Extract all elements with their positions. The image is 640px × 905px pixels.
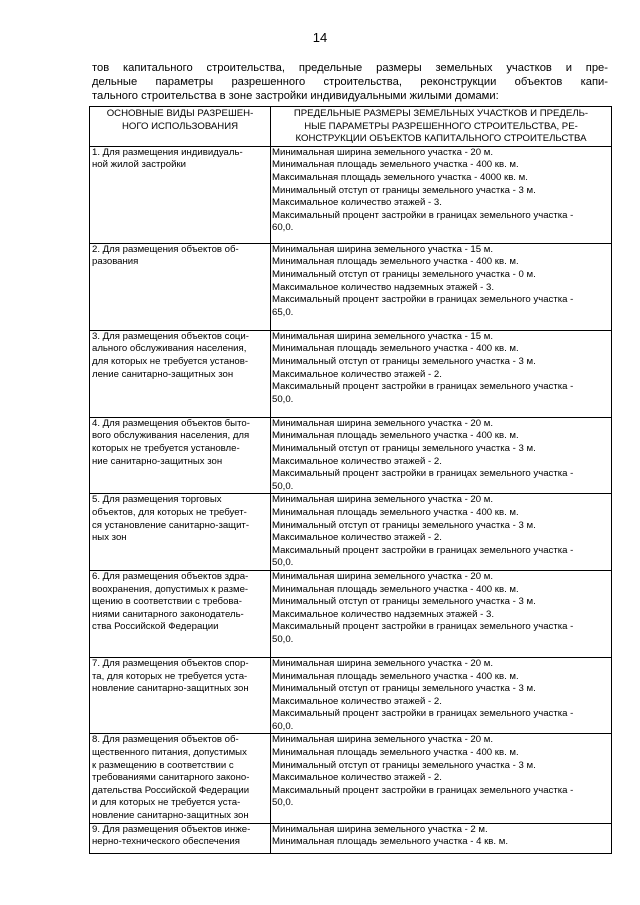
- use-type-line: 8. Для размещения объектов об-: [92, 734, 239, 746]
- table-row: [90, 146, 612, 243]
- parameter-line: 50,0.: [272, 557, 294, 569]
- parameters-cell: [271, 146, 612, 243]
- parameter-line: Максимальное количество этажей - 2.: [272, 772, 442, 784]
- parameter-line: Минимальная площадь земельного участка - 400 кв. м.: [272, 159, 519, 171]
- intro-paragraph: [92, 61, 608, 103]
- use-type-line: 1. Для размещения индивидуаль-: [92, 146, 243, 158]
- use-type-line: требованиями санитарного законо-: [92, 772, 250, 784]
- parameters-cell: [271, 330, 612, 417]
- parameter-line: 50,0.: [272, 633, 294, 645]
- parameter-line: Минимальная площадь земельного участка - 400 кв. м.: [272, 583, 519, 595]
- use-type-line: новление санитарно-защитных зон: [92, 683, 249, 695]
- use-type-line: та, для которых не требуется уста-: [92, 670, 248, 682]
- use-type-line: 4. Для размещения объектов быто-: [92, 417, 250, 429]
- header-parameters: [271, 107, 612, 147]
- parameter-line: Максимальное количество этажей - 2.: [272, 532, 442, 544]
- table-header-row: [90, 107, 612, 147]
- parameter-line: Минимальная ширина земельного участка - 20 м.: [272, 570, 494, 582]
- parameter-line: Максимальное количество надземных этажей - 3.: [272, 281, 495, 293]
- intro-line: дельные параметры разрешенного строительства, реконструкции объектов капи-: [92, 76, 608, 88]
- parameter-line: 60,0.: [272, 720, 294, 732]
- parameter-line: Максимальный процент застройки в границах земельного участка -: [272, 381, 574, 393]
- parameter-line: Минимальный отступ от границы земельного участка - 3 м.: [272, 519, 536, 531]
- use-type-line: 5. Для размещения торговых: [92, 494, 222, 506]
- parameters-cell: [271, 494, 612, 571]
- header-line: КОНСТРУКЦИИ ОБЪЕКТОВ КАПИТАЛЬНОГО СТРОИТЕЛЬСТВА: [295, 133, 587, 145]
- parameter-line: Минимальная ширина земельного участка - 2 м.: [272, 823, 488, 835]
- use-type-line: 6. Для размещения объектов здра-: [92, 570, 249, 582]
- use-type-line: новление санитарно-защитных зон: [92, 810, 249, 822]
- parameter-line: Максимальный процент застройки в границах земельного участка -: [272, 708, 574, 720]
- parameters-cell: [271, 417, 612, 494]
- parameter-line: Максимальный процент застройки в границах земельного участка -: [272, 544, 574, 556]
- land-use-table: [89, 106, 612, 854]
- header-line: ПРЕДЕЛЬНЫЕ РАЗМЕРЫ ЗЕМЕЛЬНЫХ УЧАСТКОВ И ПРЕДЕЛЬ-: [293, 108, 589, 119]
- parameter-line: Минимальный отступ от границы земельного участка - 3 м.: [272, 184, 536, 196]
- use-type-line: дательства Российской Федерации: [92, 784, 250, 796]
- use-type-line: 9. Для размещения объектов инже-: [92, 823, 251, 835]
- intro-line: тального строительства в зоне застройки индивидуальными жилыми домами:: [92, 90, 499, 102]
- use-type-cell: [90, 734, 271, 823]
- parameter-line: Минимальная площадь земельного участка - 400 кв. м.: [272, 430, 519, 442]
- use-type-cell: [90, 417, 271, 494]
- parameter-line: Минимальная площадь земельного участка - 400 кв. м.: [272, 343, 519, 355]
- parameter-line: 65,0.: [272, 306, 294, 318]
- use-type-line: щению в соответствии с требова-: [92, 596, 242, 608]
- parameter-line: Минимальная площадь земельного участка - 400 кв. м.: [272, 747, 519, 759]
- parameter-line: Максимальное количество этажей - 3.: [272, 197, 442, 209]
- use-type-line: 7. Для размещения объектов спор-: [92, 657, 249, 669]
- use-type-line: ства Российской Федерации: [92, 621, 219, 633]
- parameter-line: Максимальный процент застройки в границах земельного участка -: [272, 209, 574, 221]
- use-type-cell: [90, 570, 271, 657]
- parameter-line: Минимальный отступ от границы земельного участка - 3 м.: [272, 683, 536, 695]
- use-type-cell: [90, 330, 271, 417]
- parameter-line: Минимальный отступ от границы земельного участка - 3 м.: [272, 442, 536, 454]
- parameter-line: Минимальный отступ от границы земельного участка - 3 м.: [272, 596, 536, 608]
- parameter-line: Минимальная ширина земельного участка - 15 м.: [272, 330, 494, 342]
- table-body: [90, 146, 612, 853]
- parameter-line: Минимальная площадь земельного участка - 4 кв. м.: [272, 836, 508, 848]
- parameter-line: 50,0.: [272, 480, 294, 492]
- parameter-line: Минимальная ширина земельного участка - 15 м.: [272, 243, 494, 255]
- use-type-line: ниями санитарного законодатель-: [92, 608, 244, 620]
- header-line: НЫЕ ПАРАМЕТРЫ РАЗРЕШЕННОГО СТРОИТЕЛЬСТВА, РЕ-: [304, 120, 578, 132]
- parameter-line: 50,0.: [272, 393, 294, 405]
- parameters-cell: [271, 570, 612, 657]
- use-type-line: объектов, для которых не требует-: [92, 506, 247, 518]
- parameter-line: Минимальная площадь земельного участка - 400 кв. м.: [272, 506, 519, 518]
- parameter-line: Минимальный отступ от границы земельного участка - 3 м.: [272, 759, 536, 771]
- use-type-cell: [90, 146, 271, 243]
- use-type-line: ние санитарно-защитных зон: [92, 455, 223, 467]
- parameter-line: Максимальная площадь земельного участка - 4000 кв. м.: [272, 171, 528, 183]
- parameters-cell: [271, 243, 612, 330]
- use-type-line: ся установление санитарно-защит-: [92, 519, 250, 531]
- use-type-line: и для которых не требуется уста-: [92, 797, 241, 809]
- parameter-line: Максимальный процент застройки в границах земельного участка -: [272, 294, 574, 306]
- parameter-line: Максимальное количество этажей - 2.: [272, 368, 442, 380]
- table-row: [90, 243, 612, 330]
- parameter-line: Минимальный отступ от границы земельного участка - 0 м.: [272, 268, 536, 280]
- table-row: [90, 734, 612, 823]
- table-row: [90, 494, 612, 571]
- use-type-line: ных зон: [92, 532, 127, 544]
- intro-line: тов капитального строительства, предельные размеры земельных участков и пре-: [92, 62, 608, 74]
- table-row: [90, 823, 612, 853]
- parameter-line: Минимальная ширина земельного участка - 20 м.: [272, 417, 494, 429]
- parameter-line: Максимальный процент застройки в границах земельного участка -: [272, 784, 574, 796]
- use-type-line: 2. Для размещения объектов об-: [92, 243, 239, 255]
- use-type-line: 3. Для размещения объектов соци-: [92, 330, 249, 342]
- parameter-line: Минимальная ширина земельного участка - 20 м.: [272, 734, 494, 746]
- use-type-cell: [90, 243, 271, 330]
- use-type-cell: [90, 657, 271, 734]
- parameter-line: Максимальное количество надземных этажей - 3.: [272, 608, 495, 620]
- parameters-cell: [271, 823, 612, 853]
- parameter-line: Максимальный процент застройки в границах земельного участка -: [272, 621, 574, 633]
- use-type-line: ление санитарно-защитных зон: [92, 368, 234, 380]
- parameter-line: Минимальная ширина земельного участка - 20 м.: [272, 657, 494, 669]
- use-type-line: к размещению в соответствии с: [92, 759, 234, 771]
- use-type-line: щественного питания, допустимых: [92, 747, 247, 759]
- table-row: [90, 330, 612, 417]
- parameter-line: Максимальный процент застройки в границах земельного участка -: [272, 468, 574, 480]
- table-row: [90, 657, 612, 734]
- parameter-line: Максимальное количество этажей - 2.: [272, 455, 442, 467]
- parameters-cell: [271, 657, 612, 734]
- use-type-cell: [90, 823, 271, 853]
- parameter-line: Максимальное количество этажей - 2.: [272, 695, 442, 707]
- use-type-line: для которых не требуется установ-: [92, 355, 249, 367]
- parameter-line: Минимальная ширина земельного участка - 20 м.: [272, 146, 494, 158]
- parameter-line: 60,0.: [272, 222, 294, 234]
- table-row: [90, 570, 612, 657]
- header-line: НОГО ИСПОЛЬЗОВАНИЯ: [121, 120, 239, 132]
- parameter-line: Минимальный отступ от границы земельного участка - 3 м.: [272, 355, 536, 367]
- use-type-line: нерно-технического обеспечения: [92, 836, 240, 848]
- page-number: 14: [312, 30, 328, 45]
- use-type-line: ального обслуживания населения,: [92, 343, 247, 355]
- header-use-types: [90, 107, 271, 147]
- use-type-line: ной жилой застройки: [92, 159, 187, 171]
- parameter-line: Минимальная ширина земельного участка - 20 м.: [272, 494, 494, 506]
- use-type-line: вого обслуживания населения, для: [92, 430, 250, 442]
- use-type-line: разования: [92, 256, 139, 268]
- use-type-line: которых не требуется установле-: [92, 442, 240, 454]
- header-line: ОСНОВНЫЕ ВИДЫ РАЗРЕШЕН-: [106, 108, 254, 119]
- parameter-line: Минимальная площадь земельного участка - 400 кв. м.: [272, 670, 519, 682]
- use-type-line: воохранения, допустимых к разме-: [92, 583, 249, 595]
- parameters-cell: [271, 734, 612, 823]
- parameter-line: 50,0.: [272, 797, 294, 809]
- table-row: [90, 417, 612, 494]
- use-type-cell: [90, 494, 271, 571]
- parameter-line: Минимальная площадь земельного участка - 400 кв. м.: [272, 256, 519, 268]
